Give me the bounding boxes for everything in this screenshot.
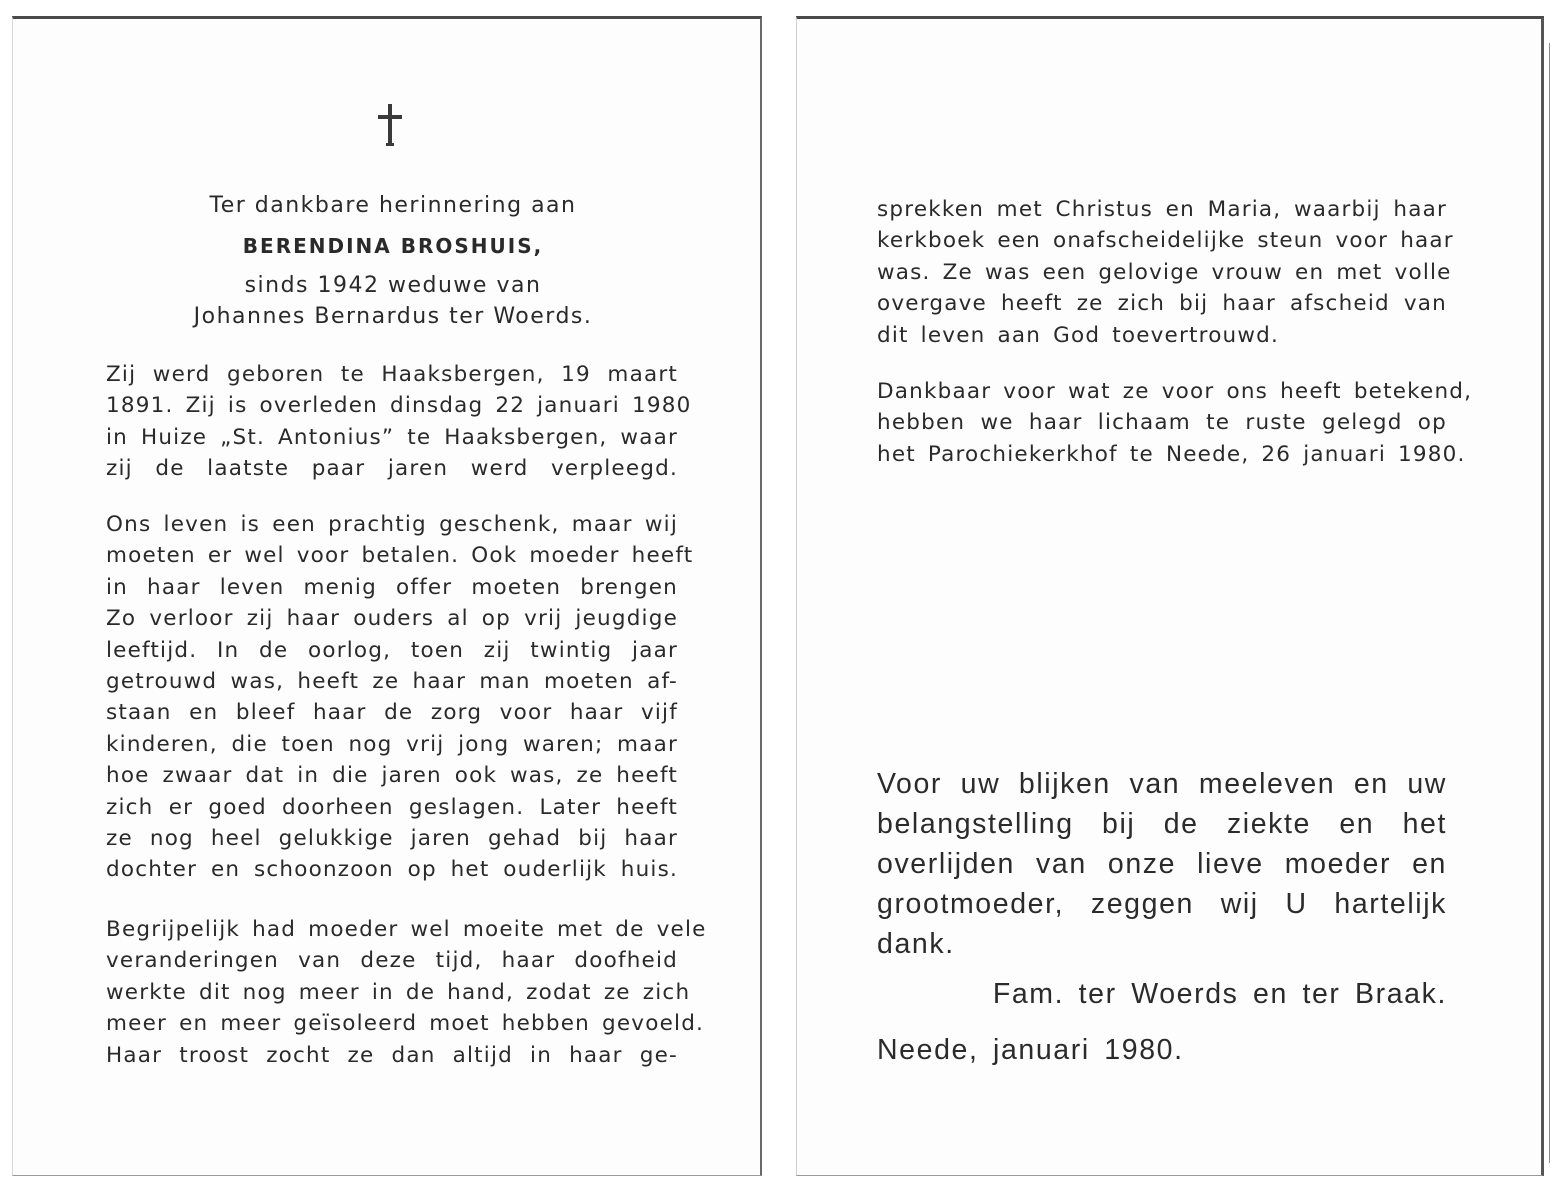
text-line: hoe zwaar dat in die jaren ook was, ze heeft xyxy=(106,763,678,789)
text-line: Haar troost zocht ze dan altijd in haar ge- xyxy=(106,1042,678,1068)
text-line: in haar leven menig offer moeten brengen xyxy=(106,574,678,600)
text-line: zich er goed doorheen geslagen. Later heeft xyxy=(106,794,678,820)
text-line: meer en meer geïsoleerd moet hebben gevoeld. xyxy=(106,1011,705,1037)
text-line: het Parochiekerkhof te Neede, 26 januari 1980. xyxy=(877,441,1466,467)
text-line: Ons leven is een prachtig geschenk, maar wij xyxy=(106,512,678,537)
text-line: in Huize „St. Antonius” te Haaksbergen, waar xyxy=(106,424,678,450)
text-line: sprekken met Christus en Maria, waarbij haar xyxy=(877,197,1447,222)
text-line: hebben we haar lichaam te ruste gelegd op xyxy=(877,410,1447,436)
thanks-message xyxy=(877,764,1447,964)
text-line: dit leven aan God toevertrouwd. xyxy=(877,322,1280,348)
left-paragraph-3 xyxy=(106,914,707,1071)
left-paragraph-1 xyxy=(106,359,692,485)
intro-line: Ter dankbare herinnering aan xyxy=(209,193,577,218)
text-line: Dankbaar voor wat ze voor ons heeft betekend, xyxy=(877,379,1473,404)
text-line: kinderen, die toen nog vrij jong waren; maar xyxy=(106,731,678,757)
text-line: dank. xyxy=(877,928,955,960)
text-line: kerkboek een onafscheidelijke steun voor haar xyxy=(877,228,1454,254)
deceased-name: BERENDINA BROSHUIS, xyxy=(242,234,544,258)
place-date-text: Neede, januari 1980. xyxy=(877,1034,1184,1066)
place-date xyxy=(877,1034,1447,1067)
text-line: grootmoeder, zeggen wij U hartelijk xyxy=(877,888,1447,920)
text-line: was. Ze was een gelovige vrouw en met volle xyxy=(877,259,1452,285)
text-line: werkte dit nog meer in de hand, zodat ze zich xyxy=(106,979,691,1005)
text-line: getrouwd was, heeft ze haar man moeten af- xyxy=(106,668,678,694)
text-line: overlijden van onze lieve moeder en xyxy=(877,848,1447,880)
text-line: Zo verloor zij haar ouders al op vrij jeugdige xyxy=(106,606,678,632)
text-line: 1891. Zij is overleden dinsdag 22 januari 1980 xyxy=(106,393,692,419)
page-edge xyxy=(1545,43,1550,1163)
right-page xyxy=(796,16,1544,1176)
text-line: overgave heeft ze zich bij haar afscheid van xyxy=(877,291,1447,317)
text-line: moeten er wel voor betalen. Ook moeder heeft xyxy=(106,543,694,569)
text-line: ze nog heel gelukkige jaren gehad bij haar xyxy=(106,825,678,851)
text-line: Zij werd geboren te Haaksbergen, 19 maart xyxy=(106,362,678,387)
husband-name: Johannes Bernardus ter Woerds. xyxy=(193,304,593,329)
signature-text: Fam. ter Woerds en ter Braak. xyxy=(992,978,1447,1010)
left-page xyxy=(12,16,762,1176)
text-line: Voor uw blijken van meeleven en uw xyxy=(877,768,1447,800)
text-line: veranderingen van deze tijd, haar doofheid xyxy=(106,948,678,974)
text-line: staan en bleef haar de zorg voor haar vijf xyxy=(106,700,678,726)
family-signature xyxy=(877,978,1447,1011)
right-paragraph-1 xyxy=(877,194,1454,351)
text-line: dochter en schoonzoon op het ouderlijk huis. xyxy=(106,857,678,883)
text-line: leeftijd. In de oorlog, toen zij twintig jaar xyxy=(106,637,678,663)
left-paragraph-2 xyxy=(106,509,694,886)
text-line: belangstelling bij de ziekte en het xyxy=(877,808,1447,840)
right-paragraph-2 xyxy=(877,376,1473,470)
text-line: zij de laatste paar jaren werd verpleegd. xyxy=(106,456,678,482)
widow-line: sinds 1942 weduwe van xyxy=(244,273,542,298)
text-line: Begrijpelijk had moeder wel moeite met de vele xyxy=(106,917,707,942)
latin-cross-icon xyxy=(375,103,405,147)
